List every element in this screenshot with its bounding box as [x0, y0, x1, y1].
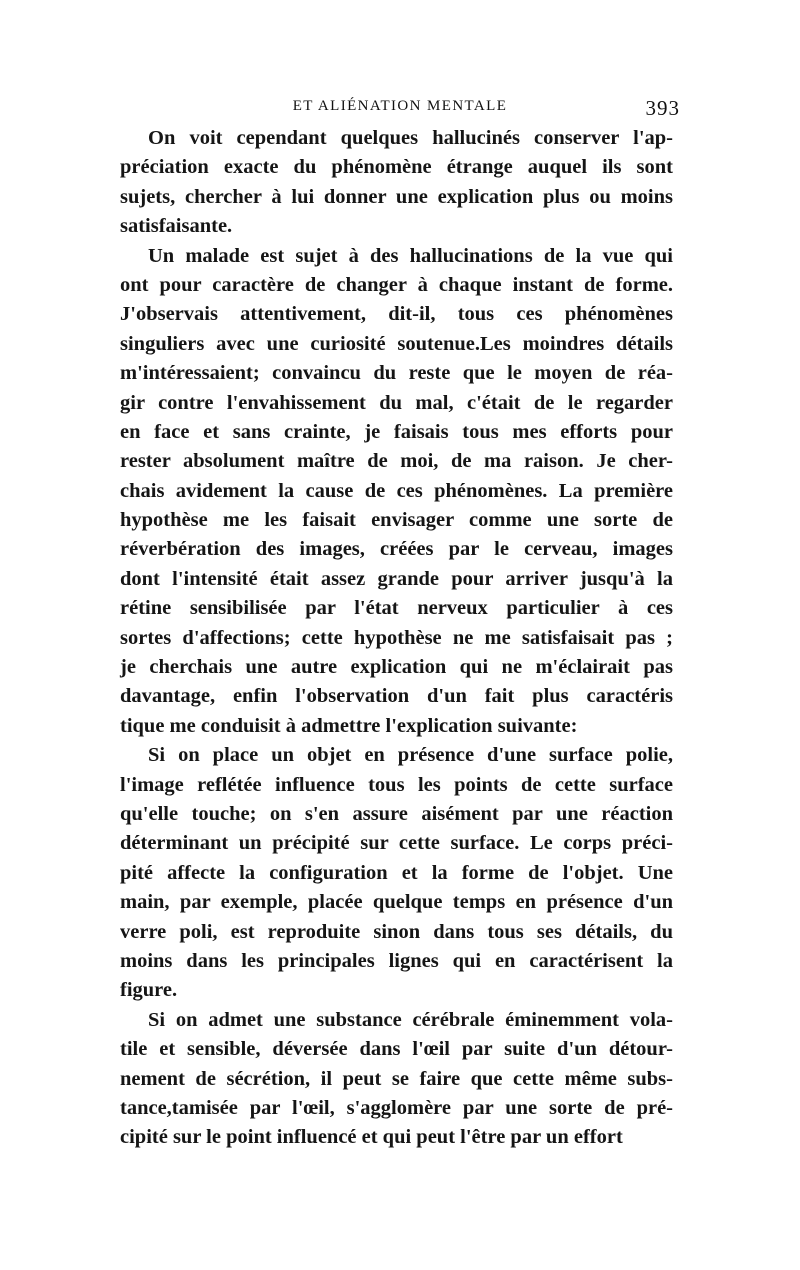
text-line: sujets, chercher à lui donner une explication plus ou moins	[120, 185, 673, 208]
text-line: m'intéressaient; convaincu du reste que le moyen de réa-	[120, 362, 673, 385]
text-line: je cherchais une autre explication qui ne m'éclairait pas	[120, 656, 673, 679]
paragraph	[120, 124, 673, 242]
text-line: tique me conduisit à admettre l'explication suivante:	[120, 714, 578, 737]
text-line: rétine sensibilisée par l'état nerveux particulier à ces	[120, 597, 673, 620]
paragraph	[120, 1006, 673, 1153]
text-line: ont pour caractère de changer à chaque instant de forme.	[120, 273, 673, 296]
text-line: verre poli, est reproduite sinon dans tous ses détails, du	[120, 920, 673, 943]
text-line: figure.	[120, 979, 178, 1002]
text-line: Si on admet une substance cérébrale éminemment vola-	[148, 1008, 673, 1031]
running-head	[120, 96, 680, 120]
text-line: davantage, enfin l'observation d'un fait plus caractéris	[120, 685, 673, 708]
text-line: Si on place un objet en présence d'une surface polie,	[148, 744, 673, 767]
text-line: cipité sur le point influencé et qui peut l'être par un effort	[120, 1126, 623, 1149]
text-line: sortes d'affections; cette hypothèse ne me satisfaisait pas ;	[120, 626, 673, 649]
text-line: pité affecte la configuration et la forme de l'objet. Une	[120, 861, 673, 884]
paragraph	[120, 242, 673, 742]
text-line: On voit cependant quelques hallucinés conserver l'ap-	[148, 127, 673, 149]
text-line: moins dans les principales lignes qui en caractérisent la	[120, 949, 673, 972]
running-title: ET ALIÉNATION MENTALE	[292, 98, 508, 114]
text-line: chais avidement la cause de ces phénomènes. La première	[120, 479, 673, 502]
text-line: tile et sensible, déversée dans l'œil par suite d'un détour-	[120, 1038, 673, 1061]
page-number: 393	[645, 96, 680, 120]
text-line: singuliers avec une curiosité soutenue.Les moindres détails	[120, 332, 673, 355]
text-line: main, par exemple, placée quelque temps en présence d'un	[120, 891, 673, 914]
text-line: en face et sans crainte, je faisais tous mes efforts pour	[120, 420, 673, 443]
text-line: gir contre l'envahissement du mal, c'était de le regarder	[120, 391, 673, 414]
text-line: Un malade est sujet à des hallucinations de la vue qui	[148, 244, 673, 267]
text-line: l'image reflétée influence tous les points de cette surface	[120, 773, 673, 796]
text-line: J'observais attentivement, dit-il, tous ces phénomènes	[120, 303, 673, 326]
text-line: rester absolument maître de moi, de ma raison. Je cher-	[120, 450, 673, 473]
text-line: préciation exacte du phénomène étrange auquel ils sont	[120, 156, 673, 179]
paragraph	[120, 741, 673, 1006]
body-text	[120, 124, 673, 1153]
text-line: hypothèse me les faisait envisager comme une sorte de	[120, 509, 673, 532]
text-line: déterminant un précipité sur cette surface. Le corps préci-	[120, 832, 673, 855]
text-line: réverbération des images, créées par le cerveau, images	[120, 538, 673, 561]
text-line: qu'elle touche; on s'en assure aisément par une réaction	[120, 802, 673, 825]
text-line: dont l'intensité était assez grande pour arriver jusqu'à la	[120, 567, 673, 590]
text-line: tance,tamisée par l'œil, s'agglomère par une sorte de pré-	[120, 1096, 673, 1119]
text-line: satisfaisante.	[120, 215, 233, 238]
text-line: nement de sécrétion, il peut se faire que cette même subs-	[120, 1067, 673, 1090]
